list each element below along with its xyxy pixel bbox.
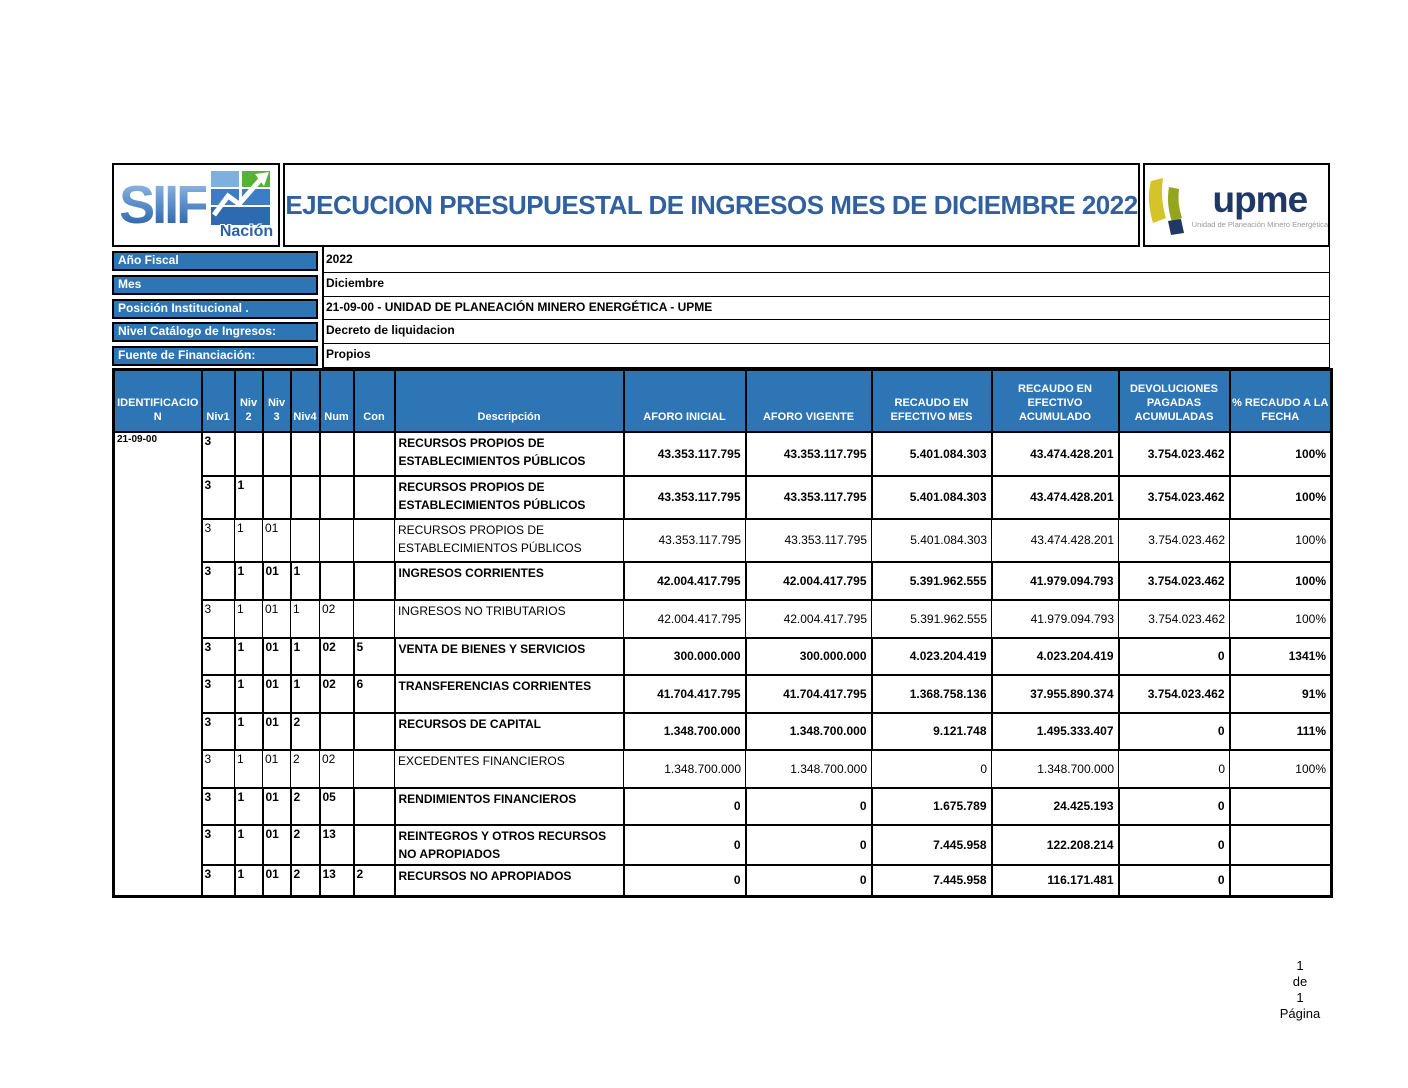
- cell-num: 02: [320, 638, 354, 675]
- catalog-level-label: Nivel Catálogo de Ingresos:: [112, 322, 318, 342]
- cell-aforo-vigente: 0: [746, 865, 872, 897]
- cell-niv4: 2: [291, 713, 320, 750]
- cell-desc: VENTA DE BIENES Y SERVICIOS: [395, 638, 624, 675]
- col-header-pct-recaudo: % RECAUDO A LA FECHA: [1230, 370, 1332, 432]
- cell-niv4: [291, 476, 320, 519]
- cell-recaudo-mes: 7.445.958: [872, 865, 992, 897]
- page-footer-line: 1: [1296, 958, 1304, 973]
- funding-source-value: Propios: [324, 344, 1329, 368]
- col-header-recaudo-acumulado: RECAUDO EN EFECTIVO ACUMULADO: [992, 370, 1119, 432]
- metadata-row-institution: [112, 297, 1329, 321]
- col-header-num: Num: [320, 370, 354, 432]
- cell-devoluciones: 0: [1119, 750, 1230, 788]
- cell-recaudo-acum: 122.208.214: [992, 825, 1119, 865]
- cell-devoluciones: 3.754.023.462: [1119, 600, 1230, 638]
- cell-con: [354, 713, 395, 750]
- cell-recaudo-acum: 41.979.094.793: [992, 600, 1119, 638]
- cell-devoluciones: 3.754.023.462: [1119, 519, 1230, 562]
- cell-aforo-inicial: 41.704.417.795: [624, 675, 746, 713]
- cell-niv1: 3: [202, 750, 235, 788]
- cell-devoluciones: 0: [1119, 713, 1230, 750]
- cell-num: 02: [320, 750, 354, 788]
- cell-niv3: 01: [263, 865, 291, 897]
- cell-aforo-vigente: 0: [746, 825, 872, 865]
- siif-logo-text: SIIF: [119, 170, 206, 240]
- month-value: Diciembre: [324, 273, 1329, 297]
- table-body: [114, 432, 1332, 897]
- table-row: [114, 750, 1332, 788]
- cell-aforo-inicial: 1.348.700.000: [624, 713, 746, 750]
- cell-aforo-inicial: 42.004.417.795: [624, 562, 746, 600]
- cell-desc: RECURSOS PROPIOS DE ESTABLECIMIENTOS PÚBLICOS: [395, 432, 624, 476]
- cell-niv2: 1: [235, 865, 263, 897]
- cell-niv3: 01: [263, 675, 291, 713]
- cell-con: 6: [354, 675, 395, 713]
- cell-recaudo-acum: 43.474.428.201: [992, 519, 1119, 562]
- cell-recaudo-acum: 43.474.428.201: [992, 432, 1119, 476]
- cell-devoluciones: 0: [1119, 788, 1230, 825]
- page-footer: [1262, 958, 1338, 1022]
- table-row: [114, 675, 1332, 713]
- cell-niv2: 1: [235, 638, 263, 675]
- cell-recaudo-mes: 7.445.958: [872, 825, 992, 865]
- cell-niv4: 2: [291, 865, 320, 897]
- cell-recaudo-mes: 5.401.084.303: [872, 519, 992, 562]
- cell-num: [320, 432, 354, 476]
- cell-niv2: 1: [235, 519, 263, 562]
- col-header-identificacion: IDENTIFICACION: [114, 370, 202, 432]
- cell-niv1: 3: [202, 519, 235, 562]
- cell-niv2: 1: [235, 825, 263, 865]
- cell-desc: REINTEGROS Y OTROS RECURSOS NO APROPIADOS: [395, 825, 624, 865]
- cell-num: [320, 519, 354, 562]
- col-header-recaudo-mes: RECAUDO EN EFECTIVO MES: [872, 370, 992, 432]
- cell-aforo-vigente: 43.353.117.795: [746, 476, 872, 519]
- table-row: [114, 638, 1332, 675]
- cell-devoluciones: 3.754.023.462: [1119, 675, 1230, 713]
- col-header-aforo-vigente: AFORO VIGENTE: [746, 370, 872, 432]
- upme-ribbons-icon: [1145, 174, 1187, 236]
- report-header: [112, 163, 1330, 247]
- cell-niv3: 01: [263, 713, 291, 750]
- cell-recaudo-mes: 1.675.789: [872, 788, 992, 825]
- cell-desc: RECURSOS PROPIOS DE ESTABLECIMIENTOS PÚBLICOS: [395, 476, 624, 519]
- cell-con: [354, 600, 395, 638]
- cell-niv1: 3: [202, 600, 235, 638]
- cell-niv4: 1: [291, 562, 320, 600]
- cell-num: 02: [320, 600, 354, 638]
- cell-niv2: 1: [235, 476, 263, 519]
- table-row: [114, 825, 1332, 865]
- budget-table: [112, 368, 1333, 898]
- col-header-niv1: Niv1: [202, 370, 235, 432]
- cell-con: 2: [354, 865, 395, 897]
- cell-aforo-inicial: 43.353.117.795: [624, 432, 746, 476]
- metadata-row-catalog-level: [112, 320, 1329, 344]
- cell-recaudo-mes: 4.023.204.419: [872, 638, 992, 675]
- table-header-row: [114, 370, 1332, 432]
- cell-niv1: 3: [202, 865, 235, 897]
- cell-niv3: [263, 432, 291, 476]
- table-row: [114, 519, 1332, 562]
- cell-niv3: 01: [263, 562, 291, 600]
- cell-num: 13: [320, 865, 354, 897]
- cell-niv2: 1: [235, 600, 263, 638]
- cell-pct: 100%: [1230, 600, 1332, 638]
- cell-num: 02: [320, 675, 354, 713]
- cell-pct: 100%: [1230, 750, 1332, 788]
- cell-niv1: 3: [202, 476, 235, 519]
- table-row: [114, 476, 1332, 519]
- cell-recaudo-acum: 41.979.094.793: [992, 562, 1119, 600]
- siif-logo-subtext: Nación: [219, 223, 274, 240]
- col-header-devoluciones: DEVOLUCIONES PAGADAS ACUMULADAS: [1119, 370, 1230, 432]
- page-footer-line: Página: [1279, 1006, 1321, 1021]
- cell-niv1: 3: [202, 675, 235, 713]
- cell-niv2: 1: [235, 713, 263, 750]
- cell-aforo-vigente: 42.004.417.795: [746, 600, 872, 638]
- cell-recaudo-mes: 5.401.084.303: [872, 432, 992, 476]
- cell-niv2: 1: [235, 562, 263, 600]
- cell-pct: 100%: [1230, 432, 1332, 476]
- cell-desc: RECURSOS DE CAPITAL: [395, 713, 624, 750]
- institution-label: Posición Institucional .: [112, 299, 318, 319]
- metadata-row-funding-source: [112, 344, 1329, 368]
- cell-recaudo-mes: 5.391.962.555: [872, 562, 992, 600]
- metadata-row-month: [112, 273, 1329, 297]
- cell-num: [320, 476, 354, 519]
- cell-niv2: [235, 432, 263, 476]
- cell-con: [354, 476, 395, 519]
- cell-identificacion: 21-09-00: [114, 432, 202, 897]
- cell-aforo-inicial: 42.004.417.795: [624, 600, 746, 638]
- cell-devoluciones: 3.754.023.462: [1119, 476, 1230, 519]
- upme-logo-subtext: Unidad de Planeación Minero Energética: [1191, 220, 1328, 229]
- cell-niv4: 1: [291, 638, 320, 675]
- cell-devoluciones: 3.754.023.462: [1119, 562, 1230, 600]
- cell-devoluciones: 0: [1119, 638, 1230, 675]
- cell-niv4: 1: [291, 600, 320, 638]
- cell-desc: INGRESOS NO TRIBUTARIOS: [395, 600, 624, 638]
- col-header-niv4: Niv4: [291, 370, 320, 432]
- cell-aforo-inicial: 1.348.700.000: [624, 750, 746, 788]
- page-title: EJECUCION PRESUPUESTAL DE INGRESOS MES DE DICIEMBRE 2022: [285, 189, 1138, 220]
- fiscal-year-value: 2022: [324, 249, 1329, 273]
- funding-source-label: Fuente de Financiación:: [112, 346, 318, 366]
- cell-aforo-vigente: 0: [746, 788, 872, 825]
- cell-niv3: 01: [263, 600, 291, 638]
- cell-con: [354, 519, 395, 562]
- cell-recaudo-mes: 9.121.748: [872, 713, 992, 750]
- cell-pct: 1341%: [1230, 638, 1332, 675]
- cell-aforo-inicial: 0: [624, 865, 746, 897]
- cell-aforo-vigente: 1.348.700.000: [746, 750, 872, 788]
- cell-aforo-inicial: 0: [624, 825, 746, 865]
- cell-desc: INGRESOS CORRIENTES: [395, 562, 624, 600]
- cell-niv3: [263, 476, 291, 519]
- cell-niv4: [291, 519, 320, 562]
- report-page: [112, 163, 1330, 898]
- cell-pct: 111%: [1230, 713, 1332, 750]
- cell-niv3: 01: [263, 519, 291, 562]
- cell-niv4: 2: [291, 750, 320, 788]
- cell-aforo-inicial: 300.000.000: [624, 638, 746, 675]
- cell-niv2: 1: [235, 675, 263, 713]
- cell-pct: 100%: [1230, 519, 1332, 562]
- catalog-level-value: Decreto de liquidacion: [324, 320, 1329, 344]
- cell-pct: 100%: [1230, 562, 1332, 600]
- cell-recaudo-mes: 5.391.962.555: [872, 600, 992, 638]
- cell-niv2: 1: [235, 788, 263, 825]
- cell-niv1: 3: [202, 562, 235, 600]
- cell-con: [354, 562, 395, 600]
- cell-devoluciones: 0: [1119, 825, 1230, 865]
- upme-logo: [1143, 163, 1330, 247]
- month-label: Mes: [112, 275, 318, 295]
- page-footer-line: 1: [1296, 990, 1304, 1005]
- cell-niv4: 2: [291, 788, 320, 825]
- upme-logo-text-block: [1192, 181, 1328, 229]
- cell-recaudo-acum: 116.171.481: [992, 865, 1119, 897]
- cell-desc: RENDIMIENTOS FINANCIEROS: [395, 788, 624, 825]
- cell-con: [354, 432, 395, 476]
- cell-niv1: 3: [202, 788, 235, 825]
- cell-num: 05: [320, 788, 354, 825]
- table-row: [114, 865, 1332, 897]
- cell-recaudo-mes: 1.368.758.136: [872, 675, 992, 713]
- cell-aforo-vigente: 43.353.117.795: [746, 519, 872, 562]
- cell-aforo-vigente: 43.353.117.795: [746, 432, 872, 476]
- page-footer-line: de: [1292, 974, 1308, 989]
- siif-logo: [112, 163, 280, 247]
- cell-niv3: 01: [263, 638, 291, 675]
- cell-pct: [1230, 865, 1332, 897]
- metadata-block: [112, 247, 1330, 368]
- cell-aforo-vigente: 42.004.417.795: [746, 562, 872, 600]
- cell-niv1: 3: [202, 432, 235, 476]
- table-row: [114, 788, 1332, 825]
- cell-niv1: 3: [202, 713, 235, 750]
- cell-niv1: 3: [202, 638, 235, 675]
- cell-devoluciones: 0: [1119, 865, 1230, 897]
- col-header-niv3: Niv 3: [263, 370, 291, 432]
- table-row: [114, 600, 1332, 638]
- cell-desc: RECURSOS NO APROPIADOS: [395, 865, 624, 897]
- cell-aforo-vigente: 300.000.000: [746, 638, 872, 675]
- cell-niv2: 1: [235, 750, 263, 788]
- cell-con: [354, 750, 395, 788]
- cell-pct: [1230, 825, 1332, 865]
- cell-niv1: 3: [202, 825, 235, 865]
- cell-desc: EXCEDENTES FINANCIEROS: [395, 750, 624, 788]
- cell-pct: 91%: [1230, 675, 1332, 713]
- cell-niv4: 2: [291, 825, 320, 865]
- fiscal-year-label: Año Fiscal: [112, 251, 318, 271]
- col-header-niv2: Niv 2: [235, 370, 263, 432]
- col-header-descripcion: Descripción: [395, 370, 624, 432]
- cell-aforo-inicial: 43.353.117.795: [624, 519, 746, 562]
- cell-niv4: [291, 432, 320, 476]
- metadata-row-fiscal-year: [112, 249, 1329, 273]
- cell-con: [354, 788, 395, 825]
- cell-recaudo-acum: 1.495.333.407: [992, 713, 1119, 750]
- institution-value: 21-09-00 - UNIDAD DE PLANEACIÓN MINERO ENERGÉTICA - UPME: [324, 297, 1329, 321]
- cell-aforo-inicial: 0: [624, 788, 746, 825]
- cell-recaudo-mes: 5.401.084.303: [872, 476, 992, 519]
- cell-aforo-vigente: 41.704.417.795: [746, 675, 872, 713]
- cell-aforo-vigente: 1.348.700.000: [746, 713, 872, 750]
- cell-num: [320, 713, 354, 750]
- cell-aforo-inicial: 43.353.117.795: [624, 476, 746, 519]
- cell-recaudo-acum: 37.955.890.374: [992, 675, 1119, 713]
- cell-num: 13: [320, 825, 354, 865]
- cell-con: 5: [354, 638, 395, 675]
- cell-recaudo-acum: 24.425.193: [992, 788, 1119, 825]
- cell-recaudo-acum: 43.474.428.201: [992, 476, 1119, 519]
- col-header-aforo-inicial: AFORO INICIAL: [624, 370, 746, 432]
- table-row: [114, 432, 1332, 476]
- cell-num: [320, 562, 354, 600]
- cell-con: [354, 825, 395, 865]
- cell-niv3: 01: [263, 750, 291, 788]
- cell-niv4: 1: [291, 675, 320, 713]
- cell-desc: RECURSOS PROPIOS DE ESTABLECIMIENTOS PÚBLICOS: [395, 519, 624, 562]
- cell-pct: [1230, 788, 1332, 825]
- cell-recaudo-mes: 0: [872, 750, 992, 788]
- cell-pct: 100%: [1230, 476, 1332, 519]
- cell-niv3: 01: [263, 825, 291, 865]
- upme-logo-text: upme: [1212, 179, 1308, 220]
- table-row: [114, 562, 1332, 600]
- cell-niv3: 01: [263, 788, 291, 825]
- cell-desc: TRANSFERENCIAS CORRIENTES: [395, 675, 624, 713]
- report-title-box: [283, 163, 1139, 247]
- cell-recaudo-acum: 4.023.204.419: [992, 638, 1119, 675]
- col-header-con: Con: [354, 370, 395, 432]
- cell-devoluciones: 3.754.023.462: [1119, 432, 1230, 476]
- cell-recaudo-acum: 1.348.700.000: [992, 750, 1119, 788]
- table-row: [114, 713, 1332, 750]
- siif-logo-emblem: [209, 169, 273, 241]
